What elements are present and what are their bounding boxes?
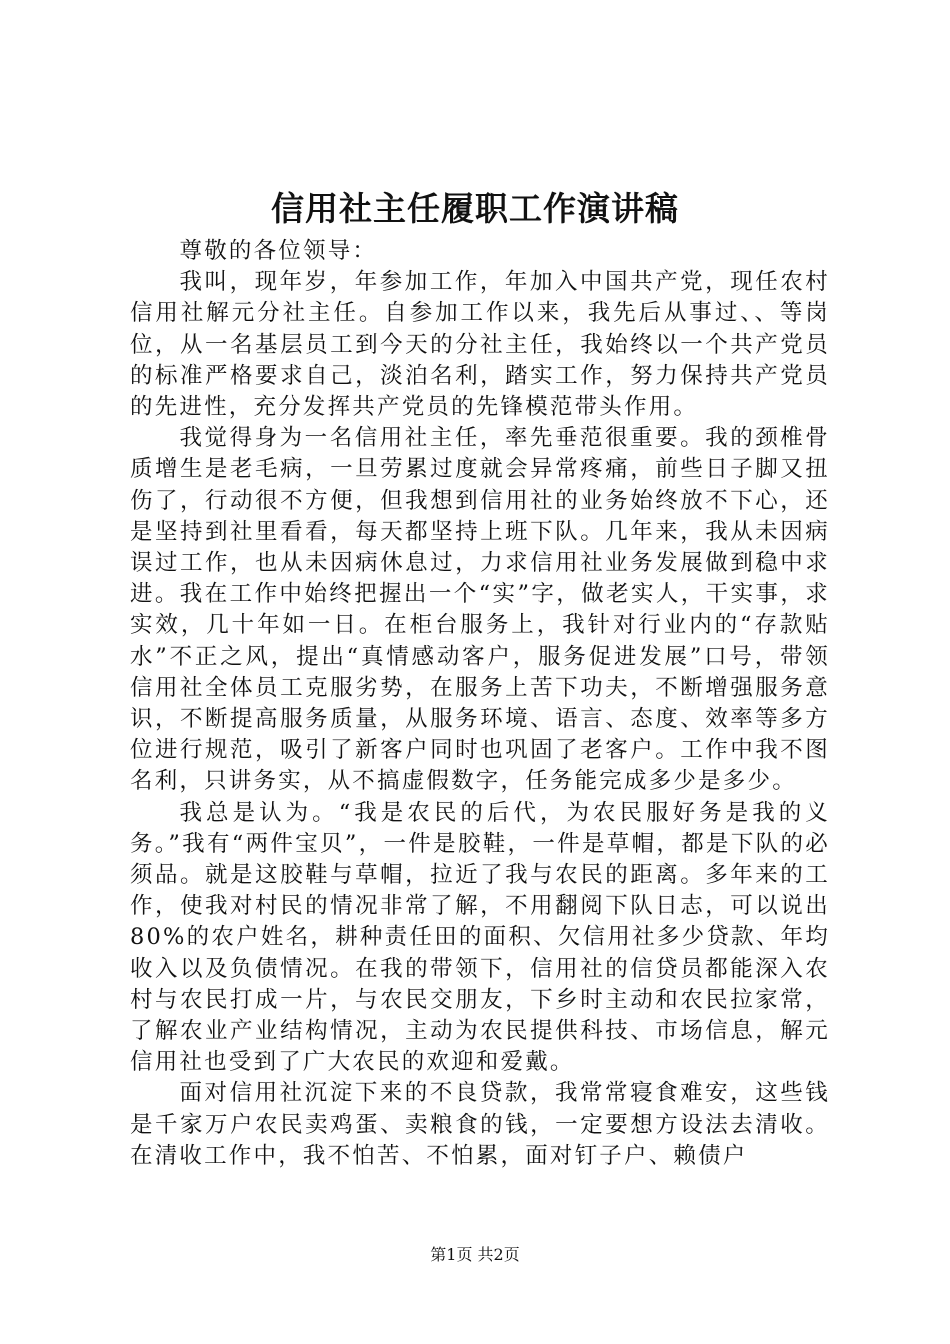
paragraph-2: 我觉得身为一名信用社主任，率先垂范很重要。我的颈椎骨质增生是老毛病，一旦劳累过度就会异常疼痛，前些日子脚又扭伤了，行动很不方便，但我想到信用社的业务始终放不下心，还是坚持到社里看看，每天都坚持上班下队。几年来，我从未因病误过工作，也从未因病休息过，力求信用社业务发展做到稳中求进。我在工作中始终把握出一个“实”字，做老实人，干实事，求实效，几十年如一日。在柜台服务上，我针对行业内的“存款贴水”不正之风，提出“真情感动客户，服务促进发展”口号，带领信用社全体员工克服劣势，在服务上苦下功夫，不断增强服务意识，不断提高服务质量，从服务环境、语言、态度、效率等多方位进行规范，吸引了新客户同时也巩固了老客户。工作中我不图名利，只讲务实，从不搞虚假数字，任务能完成多少是多少。 [130, 425, 830, 795]
salutation: 尊敬的各位领导： [179, 238, 378, 264]
document-body [130, 236, 830, 1172]
page-footer: 第1页 共2页 [430, 1245, 520, 1264]
paragraph-3: 我总是认为。“我是农民的后代，为农民服好务是我的义务。”我有“两件宝贝”，一件是胶鞋，一件是草帽，都是下队的必须品。就是这胶鞋与草帽，拉近了我与农民的距离。多年来的工作，使我对村民的情况非常了解，不用翻阅下队日志，可以说出80%的农户姓名，耕种责任田的面积、欠信用社多少贷款、年均收入以及负债情况。在我的带领下，信用社的信贷员都能深入农村与农民打成一片，与农民交朋友，下乡时主动和农民拉家常，了解农业产业结构情况，主动为农民提供科技、市场信息，解元信用社也受到了广大农民的欢迎和爱戴。 [130, 799, 830, 1076]
document-title: 信用社主任履职工作演讲稿 [271, 189, 679, 228]
paragraph-1: 我叫，现年岁，年参加工作，年加入中国共产党，现任农村信用社解元分社主任。自参加工作以来，我先后从事过、、等岗位，从一名基层员工到今天的分社主任，我始终以一个共产党员的标准严格要求自己，淡泊名利，踏实工作，努力保持共产党员的先进性，充分发挥共产党员的先锋模范带头作用。 [130, 269, 830, 421]
paragraph-4: 面对信用社沉淀下来的不良贷款，我常常寝食难安，这些钱是千家万户农民卖鸡蛋、卖粮食的钱，一定要想方设法去清收。在清收工作中，我不怕苦、不怕累，面对钉子户、赖债户 [130, 1080, 830, 1169]
